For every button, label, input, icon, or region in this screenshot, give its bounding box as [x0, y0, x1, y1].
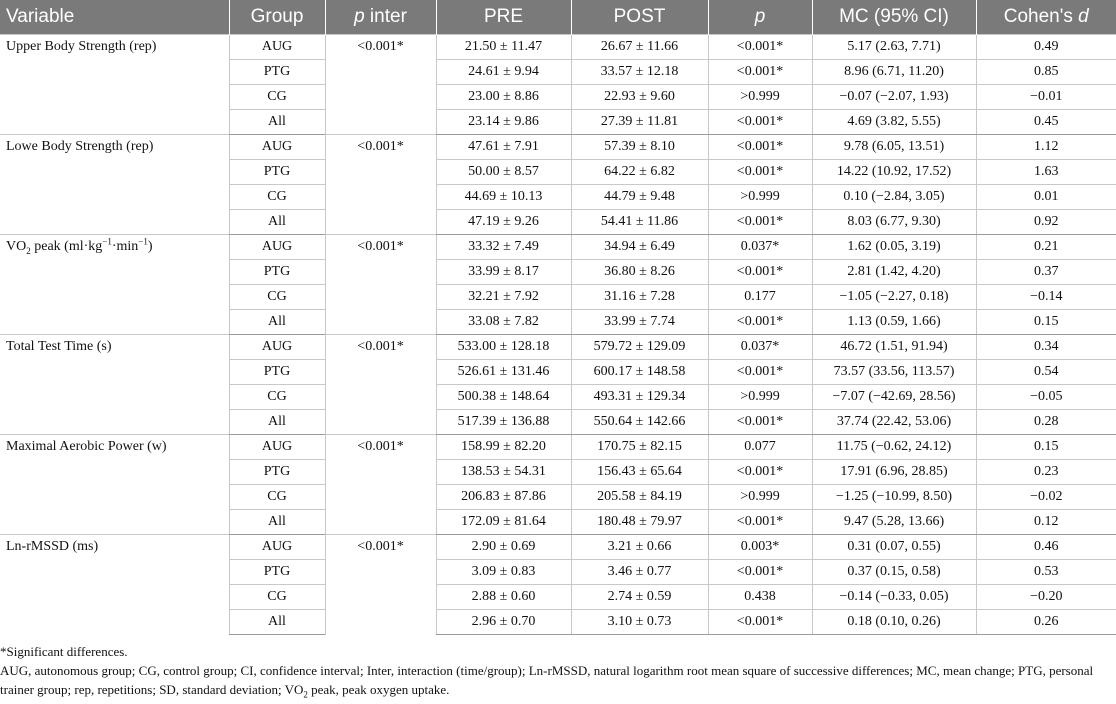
p-inter-cell: <0.001*: [325, 235, 436, 335]
cohens-d-cell: 0.15: [976, 310, 1116, 335]
mean-change-cell: 8.96 (6.71, 11.20): [812, 60, 976, 85]
cohens-d-cell: 0.34: [976, 335, 1116, 360]
header-post: POST: [571, 0, 708, 35]
group-cell: PTG: [229, 60, 325, 85]
cohens-d-cell: −0.20: [976, 585, 1116, 610]
cohens-d-cell: 0.01: [976, 185, 1116, 210]
mean-change-cell: 0.31 (0.07, 0.55): [812, 535, 976, 560]
group-cell: AUG: [229, 235, 325, 260]
mean-change-cell: 8.03 (6.77, 9.30): [812, 210, 976, 235]
header-group: Group: [229, 0, 325, 35]
group-cell: AUG: [229, 335, 325, 360]
post-cell: 550.64 ± 142.66: [571, 410, 708, 435]
group-cell: All: [229, 610, 325, 635]
post-cell: 579.72 ± 129.09: [571, 335, 708, 360]
post-cell: 180.48 ± 79.97: [571, 510, 708, 535]
cohens-d-cell: 0.85: [976, 60, 1116, 85]
table-row: [0, 35, 1116, 60]
cohens-d-cell: 0.37: [976, 260, 1116, 285]
cohens-d-cell: 0.92: [976, 210, 1116, 235]
p-value-cell: <0.001*: [708, 360, 812, 385]
group-cell: AUG: [229, 435, 325, 460]
table-row: [0, 335, 1116, 360]
cohens-d-cell: 1.63: [976, 160, 1116, 185]
mean-change-cell: 14.22 (10.92, 17.52): [812, 160, 976, 185]
note-abbreviations: AUG, autonomous group; CG, control group; CI, confidence interval; Inter, interaction (time/group); Ln-rMSSD, natural logarithm root mean square of successive differences; MC, mean change; PTG, personal trainer group; rep, repetitions; SD, standard deviation; $VO_2$ peak, peak oxygen uptake.: [0, 663, 1094, 700]
post-cell: 36.80 ± 8.26: [571, 260, 708, 285]
post-cell: 27.39 ± 11.81: [571, 110, 708, 135]
p-value-cell: <0.001*: [708, 460, 812, 485]
p-value-cell: 0.037*: [708, 235, 812, 260]
group-cell: All: [229, 510, 325, 535]
p-value-cell: 0.003*: [708, 535, 812, 560]
mean-change-cell: 0.10 (−2.84, 3.05): [812, 185, 976, 210]
mean-change-cell: 17.91 (6.96, 28.85): [812, 460, 976, 485]
header-cohens-prefix: Cohen's: [1003, 6, 1079, 27]
cohens-d-cell: 0.23: [976, 460, 1116, 485]
pre-cell: 158.99 ± 82.20: [436, 435, 571, 460]
post-cell: 26.67 ± 11.66: [571, 35, 708, 60]
table-body: [0, 35, 1116, 635]
cohens-d-cell: −0.01: [976, 85, 1116, 110]
header-cohens-d-italic: d: [1078, 6, 1089, 27]
group-cell: CG: [229, 585, 325, 610]
cohens-d-cell: 0.46: [976, 535, 1116, 560]
p-inter-cell: <0.001*: [325, 435, 436, 535]
p-inter-cell: <0.001*: [325, 135, 436, 235]
table-row: [0, 135, 1116, 160]
header-p-inter-italic: p: [354, 6, 365, 27]
post-cell: 64.22 ± 6.82: [571, 160, 708, 185]
mean-change-cell: 5.17 (2.63, 7.71): [812, 35, 976, 60]
p-value-cell: <0.001*: [708, 135, 812, 160]
pre-cell: 33.32 ± 7.49: [436, 235, 571, 260]
header-mc: MC (95% CI): [812, 0, 976, 35]
post-cell: 57.39 ± 8.10: [571, 135, 708, 160]
post-cell: 3.21 ± 0.66: [571, 535, 708, 560]
group-cell: PTG: [229, 460, 325, 485]
header-p: [708, 0, 812, 35]
pre-cell: 23.00 ± 8.86: [436, 85, 571, 110]
table-row: [0, 535, 1116, 560]
pre-cell: 47.19 ± 9.26: [436, 210, 571, 235]
mean-change-cell: 9.47 (5.28, 13.66): [812, 510, 976, 535]
post-cell: 44.79 ± 9.48: [571, 185, 708, 210]
post-cell: 600.17 ± 148.58: [571, 360, 708, 385]
cohens-d-cell: 0.21: [976, 235, 1116, 260]
mean-change-cell: 46.72 (1.51, 91.94): [812, 335, 976, 360]
note-significance: *Significant differences.: [0, 644, 128, 659]
pre-cell: 24.61 ± 9.94: [436, 60, 571, 85]
variable-name-cell: Lowe Body Strength (rep): [0, 135, 229, 235]
group-cell: CG: [229, 285, 325, 310]
p-value-cell: 0.177: [708, 285, 812, 310]
post-cell: 3.46 ± 0.77: [571, 560, 708, 585]
group-cell: PTG: [229, 160, 325, 185]
table-row: [0, 435, 1116, 460]
pre-cell: 533.00 ± 128.18: [436, 335, 571, 360]
p-value-cell: >0.999: [708, 485, 812, 510]
mean-change-cell: 0.37 (0.15, 0.58): [812, 560, 976, 585]
mean-change-cell: −0.07 (−2.07, 1.93): [812, 85, 976, 110]
cohens-d-cell: −0.05: [976, 385, 1116, 410]
post-cell: 493.31 ± 129.34: [571, 385, 708, 410]
header-p-inter: [325, 0, 436, 35]
mean-change-cell: −1.25 (−10.99, 8.50): [812, 485, 976, 510]
pre-cell: 2.88 ± 0.60: [436, 585, 571, 610]
group-cell: CG: [229, 485, 325, 510]
variable-name-cell: Maximal Aerobic Power (w): [0, 435, 229, 535]
p-value-cell: <0.001*: [708, 610, 812, 635]
p-value-cell: 0.438: [708, 585, 812, 610]
header-cohens-d: [976, 0, 1116, 35]
variable-name-cell: Ln-rMSSD (ms): [0, 535, 229, 635]
pre-cell: 500.38 ± 148.64: [436, 385, 571, 410]
group-cell: PTG: [229, 560, 325, 585]
group-cell: PTG: [229, 360, 325, 385]
p-value-cell: <0.001*: [708, 510, 812, 535]
post-cell: 205.58 ± 84.19: [571, 485, 708, 510]
mean-change-cell: −1.05 (−2.27, 0.18): [812, 285, 976, 310]
group-cell: CG: [229, 85, 325, 110]
mean-change-cell: 73.57 (33.56, 113.57): [812, 360, 976, 385]
mean-change-cell: 9.78 (6.05, 13.51): [812, 135, 976, 160]
group-cell: AUG: [229, 135, 325, 160]
post-cell: 3.10 ± 0.73: [571, 610, 708, 635]
p-value-cell: 0.037*: [708, 335, 812, 360]
pre-cell: 23.14 ± 9.86: [436, 110, 571, 135]
p-inter-cell: <0.001*: [325, 35, 436, 135]
p-inter-cell: <0.001*: [325, 335, 436, 435]
post-cell: 33.57 ± 12.18: [571, 60, 708, 85]
pre-cell: 526.61 ± 131.46: [436, 360, 571, 385]
mean-change-cell: −7.07 (−42.69, 28.56): [812, 385, 976, 410]
pre-cell: 517.39 ± 136.88: [436, 410, 571, 435]
table-row: [0, 235, 1116, 260]
p-value-cell: >0.999: [708, 385, 812, 410]
pre-cell: 44.69 ± 10.13: [436, 185, 571, 210]
p-value-cell: <0.001*: [708, 560, 812, 585]
header-p-inter-rest: inter: [364, 6, 407, 27]
pre-cell: 172.09 ± 81.64: [436, 510, 571, 535]
p-value-cell: <0.001*: [708, 35, 812, 60]
mean-change-cell: −0.14 (−0.33, 0.05): [812, 585, 976, 610]
cohens-d-cell: 0.45: [976, 110, 1116, 135]
cohens-d-cell: 0.12: [976, 510, 1116, 535]
group-cell: CG: [229, 185, 325, 210]
header-pre: PRE: [436, 0, 571, 35]
table-notes: [0, 642, 1110, 699]
cohens-d-cell: 0.49: [976, 35, 1116, 60]
pre-cell: 138.53 ± 54.31: [436, 460, 571, 485]
mean-change-cell: 4.69 (3.82, 5.55): [812, 110, 976, 135]
mean-change-cell: 11.75 (−0.62, 24.12): [812, 435, 976, 460]
post-cell: 33.99 ± 7.74: [571, 310, 708, 335]
cohens-d-cell: 0.15: [976, 435, 1116, 460]
pre-cell: 206.83 ± 87.86: [436, 485, 571, 510]
p-value-cell: <0.001*: [708, 260, 812, 285]
post-cell: 156.43 ± 65.64: [571, 460, 708, 485]
header-variable: Variable: [0, 0, 229, 35]
cohens-d-cell: −0.14: [976, 285, 1116, 310]
p-value-cell: <0.001*: [708, 210, 812, 235]
group-cell: All: [229, 210, 325, 235]
group-cell: All: [229, 410, 325, 435]
cohens-d-cell: 0.26: [976, 610, 1116, 635]
header-p-italic: p: [754, 6, 766, 27]
pre-cell: 2.96 ± 0.70: [436, 610, 571, 635]
pre-cell: 47.61 ± 7.91: [436, 135, 571, 160]
p-value-cell: <0.001*: [708, 310, 812, 335]
pre-cell: 33.08 ± 7.82: [436, 310, 571, 335]
post-cell: 54.41 ± 11.86: [571, 210, 708, 235]
mean-change-cell: 2.81 (1.42, 4.20): [812, 260, 976, 285]
p-value-cell: >0.999: [708, 85, 812, 110]
p-value-cell: >0.999: [708, 185, 812, 210]
p-value-cell: 0.077: [708, 435, 812, 460]
pre-cell: 2.90 ± 0.69: [436, 535, 571, 560]
cohens-d-cell: −0.02: [976, 485, 1116, 510]
group-cell: All: [229, 310, 325, 335]
pre-cell: 32.21 ± 7.92: [436, 285, 571, 310]
variable-name-cell: Total Test Time (s): [0, 335, 229, 435]
mean-change-cell: 1.13 (0.59, 1.66): [812, 310, 976, 335]
pre-cell: 50.00 ± 8.57: [436, 160, 571, 185]
group-cell: CG: [229, 385, 325, 410]
pre-cell: 3.09 ± 0.83: [436, 560, 571, 585]
variable-name-cell: $VO_2$ peak $(ml\cdot kg^{-1}\cdot\min^{-1})$: [0, 235, 229, 335]
p-value-cell: <0.001*: [708, 110, 812, 135]
cohens-d-cell: 0.28: [976, 410, 1116, 435]
p-value-cell: <0.001*: [708, 410, 812, 435]
p-value-cell: <0.001*: [708, 60, 812, 85]
post-cell: 170.75 ± 82.15: [571, 435, 708, 460]
post-cell: 34.94 ± 6.49: [571, 235, 708, 260]
group-cell: AUG: [229, 535, 325, 560]
group-cell: AUG: [229, 35, 325, 60]
header-row: [0, 0, 1116, 35]
mean-change-cell: 1.62 (0.05, 3.19): [812, 235, 976, 260]
mean-change-cell: 37.74 (22.42, 53.06): [812, 410, 976, 435]
variable-name-cell: Upper Body Strength (rep): [0, 35, 229, 135]
group-cell: All: [229, 110, 325, 135]
p-inter-cell: <0.001*: [325, 535, 436, 635]
post-cell: 22.93 ± 9.60: [571, 85, 708, 110]
p-value-cell: <0.001*: [708, 160, 812, 185]
cohens-d-cell: 0.54: [976, 360, 1116, 385]
pre-cell: 21.50 ± 11.47: [436, 35, 571, 60]
pre-cell: 33.99 ± 8.17: [436, 260, 571, 285]
post-cell: 31.16 ± 7.28: [571, 285, 708, 310]
cohens-d-cell: 1.12: [976, 135, 1116, 160]
cohens-d-cell: 0.53: [976, 560, 1116, 585]
mean-change-cell: 0.18 (0.10, 0.26): [812, 610, 976, 635]
post-cell: 2.74 ± 0.59: [571, 585, 708, 610]
group-cell: PTG: [229, 260, 325, 285]
